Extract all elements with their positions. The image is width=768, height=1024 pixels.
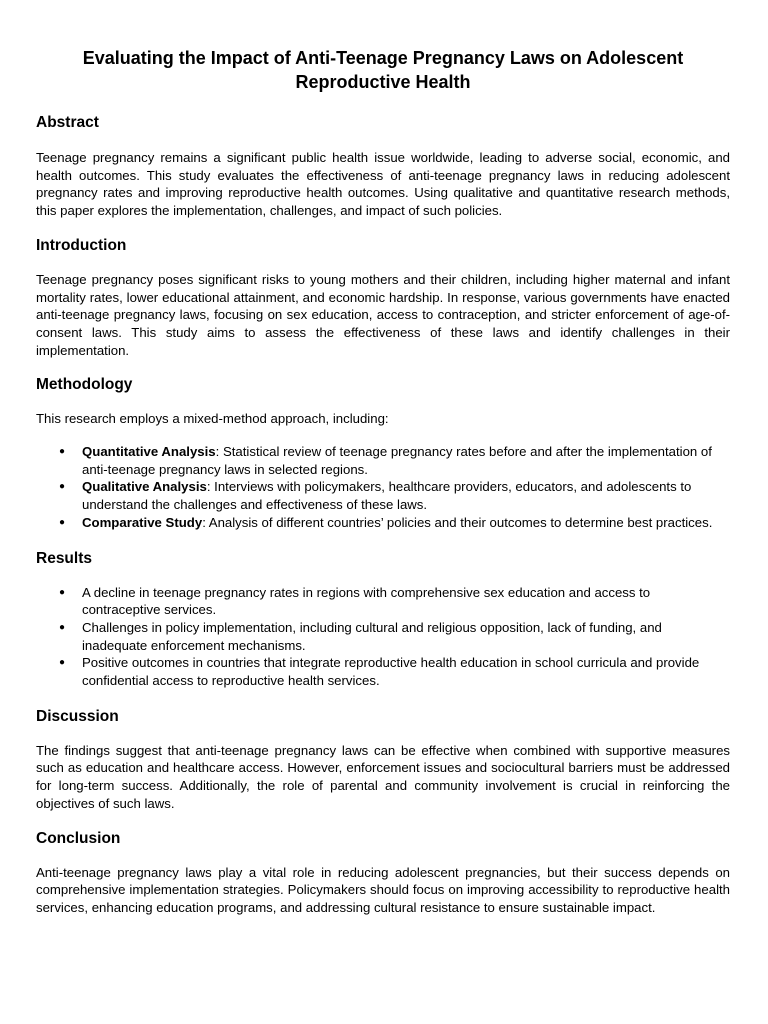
- item-text: Positive outcomes in countries that integrate reproductive health education in school curricula and provide confidential access to reproductive health services.: [82, 655, 700, 689]
- introduction-heading: Introduction: [36, 236, 127, 254]
- list-item: [36, 584, 730, 619]
- list-item: [36, 443, 730, 478]
- item-text: : Statistical review of teenage pregnancy rates before and after the implementation of anti-teenage pregnancy laws in selected regions.: [82, 444, 712, 477]
- results-list: [36, 584, 730, 690]
- discussion-heading: Discussion: [36, 707, 119, 725]
- item-text: : Interviews with policymakers, healthcare providers, educators, and adolescents to understand the challenges and effectiveness of these laws.: [82, 479, 692, 513]
- bullet-icon: ●: [59, 657, 66, 669]
- item-text: : Analysis of different countries’ policies and their outcomes to determine best practices.: [202, 514, 713, 530]
- discussion-text: The findings suggest that anti-teenage pregnancy laws can be effective when combined with supportive measures such as education and healthcare access. However, enforcement issues and sociocultural barriers must be addressed for long-term success. Additionally, the role of parental and community involvement is crucial in reinforcing the objectives of such laws.: [36, 742, 730, 811]
- item-term: Comparative Study: [82, 514, 203, 530]
- abstract-heading: Abstract: [36, 114, 99, 131]
- item-term: Quantitative Analysis: [82, 444, 216, 460]
- bullet-icon: ●: [59, 621, 66, 633]
- bullet-icon: ●: [59, 586, 66, 598]
- list-item: [36, 478, 730, 513]
- introduction-text: Teenage pregnancy poses significant risks to young mothers and their children, including higher maternal and infant mortality rates, lower educational attainment, and economic hardship. In response, various governments have enacted anti-teenage pregnancy laws, focusing on sex education, access to contraception, and stricter enforcement of age-of-consent laws. This study aims to assess the effectiveness of these laws and identify challenges in their implementation.: [36, 271, 730, 358]
- list-item: [36, 514, 730, 532]
- results-heading: Results: [36, 549, 92, 567]
- abstract-text: Teenage pregnancy remains a significant public health issue worldwide, leading to adverse social, economic, and health outcomes. This study evaluates the effectiveness of anti-teenage pregnancy laws in reducing adolescent pregnancy rates and improving reproductive health outcomes. Using qualitative and quantitative research methods, this paper explores the implementation, challenges, and impact of such policies.: [36, 150, 730, 219]
- list-item: [36, 619, 730, 654]
- methodology-heading: Methodology: [36, 376, 133, 394]
- conclusion-text: Anti-teenage pregnancy laws play a vital role in reducing adolescent pregnancies, but their success depends on comprehensive implementation strategies. Policymakers should focus on improving accessibility to reproductive health services, enhancing education programs, and addressing cultural resistance to ensure sustainable impact.: [36, 864, 730, 915]
- methodology-intro: This research employs a mixed-method approach, including:: [36, 411, 389, 427]
- bullet-icon: ●: [59, 516, 66, 528]
- list-item: [36, 654, 730, 689]
- item-text: A decline in teenage pregnancy rates in regions with comprehensive sex education and access to contraceptive services.: [82, 584, 651, 618]
- paper-title: Evaluating the Impact of Anti-Teenage Pregnancy Laws on Adolescent Reproductive Health: [82, 48, 684, 92]
- conclusion-heading: Conclusion: [36, 829, 121, 847]
- methodology-list: [36, 443, 730, 532]
- item-text: Challenges in policy implementation, including cultural and religious opposition, lack of funding, and inadequate enforcement mechanisms.: [82, 619, 662, 653]
- bullet-icon: ●: [59, 446, 66, 458]
- item-term: Qualitative Analysis: [82, 479, 207, 495]
- bullet-icon: ●: [59, 481, 66, 493]
